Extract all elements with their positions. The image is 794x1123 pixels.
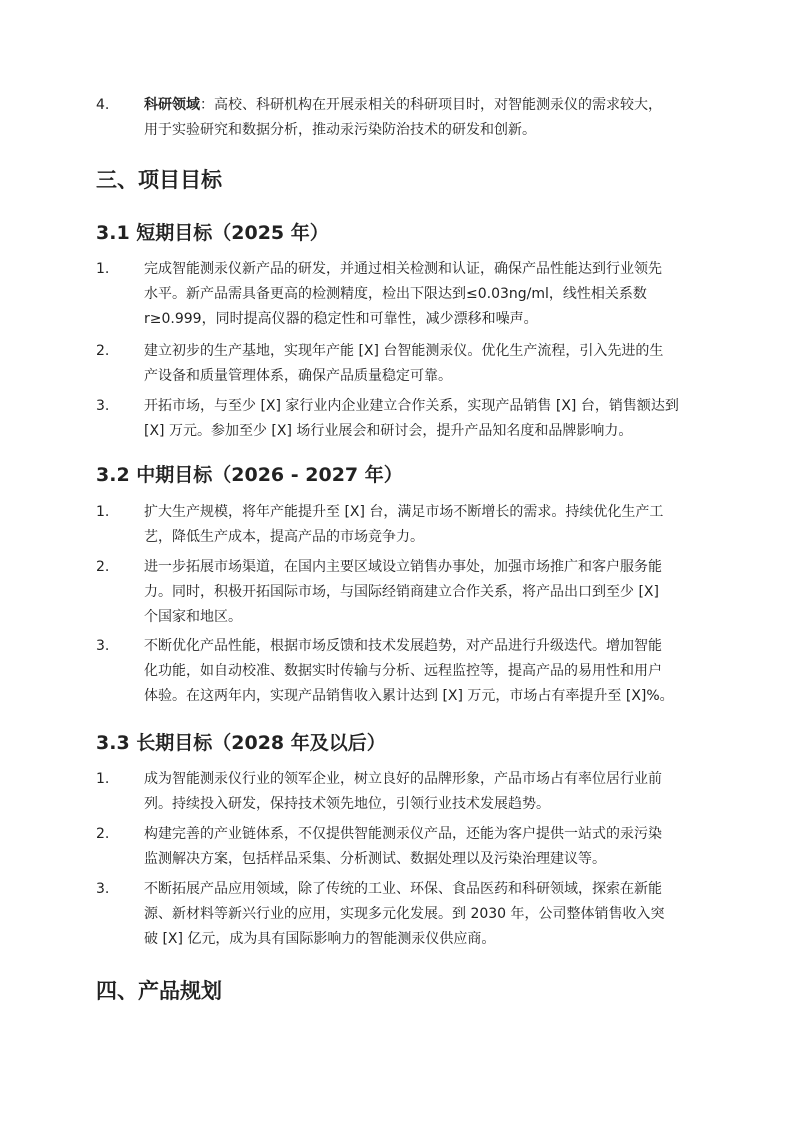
list-number: 2. [96, 559, 110, 575]
item-line: 监测解决方案，包括样品采集、分析测试、数据处理以及污染治理建议等。 [144, 851, 606, 867]
item-line: 破 [X] 亿元，成为具有国际影响力的智能测汞仪供应商。 [144, 931, 496, 947]
list-number: 3. [96, 638, 110, 654]
item-line: 源、新材料等新兴行业的应用，实现多元化发展。到 2030 年，公司整体销售收入突 [144, 906, 665, 922]
item-lead-rest: ：高校、科研机构在开展汞相关的科研项目时，对智能测汞仪的需求较大， [200, 97, 662, 113]
list-item-text [144, 877, 704, 952]
list-number: 4. [96, 97, 110, 113]
item-line: 开拓市场，与至少 [X] 家行业内企业建立合作关系，实现产品销售 [X] 台，销售额达到 [144, 398, 679, 414]
item-line: 体验。在这两年内，实现产品销售收入累计达到 [X] 万元，市场占有率提升至 [X]%。 [144, 688, 674, 704]
item-line: 力。同时，积极开拓国际市场，与国际经销商建立合作关系，将产品出口到至少 [X] [144, 584, 659, 600]
list-item-text [144, 500, 704, 550]
item-line: 扩大生产规模，将年产能提升至 [X] 台，满足市场不断增长的需求。持续优化生产工 [144, 504, 664, 520]
item-line: 个国家和地区。 [144, 609, 242, 625]
list-item-text [144, 257, 704, 332]
subheading-long-term: 3.3 长期目标（2028 年及以后） [96, 732, 386, 754]
list-item-text [144, 555, 704, 630]
list-item-text [144, 767, 704, 817]
list-item-text [144, 822, 704, 872]
item-lead-term: 科研领域 [144, 97, 200, 113]
subheading-mid-term: 3.2 中期目标（2026 - 2027 年） [96, 464, 403, 486]
list-number: 2. [96, 343, 110, 359]
item-line: r≥0.999，同时提高仪器的稳定性和可靠性，减少漂移和噪声。 [144, 311, 538, 327]
list-number: 1. [96, 261, 110, 277]
item-line: 完成智能测汞仪新产品的研发，并通过相关检测和认证，确保产品性能达到行业领先 [144, 261, 662, 277]
item-line: 建立初步的生产基地，实现年产能 [X] 台智能测汞仪。优化生产流程，引入先进的生 [144, 343, 664, 359]
list-item-text [144, 93, 704, 143]
item-line: 成为智能测汞仪行业的领军企业，树立良好的品牌形象，产品市场占有率位居行业前 [144, 771, 662, 787]
list-item-text [144, 339, 704, 389]
item-line: 产设备和质量管理体系，确保产品质量稳定可靠。 [144, 368, 452, 384]
item-line: 化功能，如自动校准、数据实时传输与分析、远程监控等，提高产品的易用性和用户 [144, 663, 662, 679]
item-line: 进一步拓展市场渠道，在国内主要区域设立销售办事处，加强市场推广和客户服务能 [144, 559, 662, 575]
list-number: 1. [96, 504, 110, 520]
item-line: 用于实验研究和数据分析，推动汞污染防治技术的研发和创新。 [144, 122, 536, 138]
list-number: 3. [96, 881, 110, 897]
item-line: [X] 万元。参加至少 [X] 场行业展会和研讨会，提升产品知名度和品牌影响力。 [144, 423, 633, 439]
item-line: 列。持续投入研发，保持技术领先地位，引领行业技术发展趋势。 [144, 796, 550, 812]
list-number: 1. [96, 771, 110, 787]
item-line: 不断优化产品性能，根据市场反馈和技术发展趋势，对产品进行升级迭代。增加智能 [144, 638, 662, 654]
list-number: 3. [96, 398, 110, 414]
item-line: 艺，降低生产成本，提高产品的市场竞争力。 [144, 529, 424, 545]
list-item-text [144, 634, 704, 709]
item-line: 水平。新产品需具备更高的检测精度，检出下限达到≤0.03ng/ml，线性相关系数 [144, 286, 647, 302]
item-line: 不断拓展产品应用领域，除了传统的工业、环保、食品医药和科研领域，探索在新能 [144, 881, 662, 897]
list-item-text [144, 394, 704, 444]
item-line: 构建完善的产业链体系，不仅提供智能测汞仪产品，还能为客户提供一站式的汞污染 [144, 826, 662, 842]
section-heading-project-goals: 三、项目目标 [96, 168, 222, 192]
section-heading-product-plan: 四、产品规划 [96, 979, 222, 1003]
subheading-short-term: 3.1 短期目标（2025 年） [96, 222, 329, 244]
list-number: 2. [96, 826, 110, 842]
